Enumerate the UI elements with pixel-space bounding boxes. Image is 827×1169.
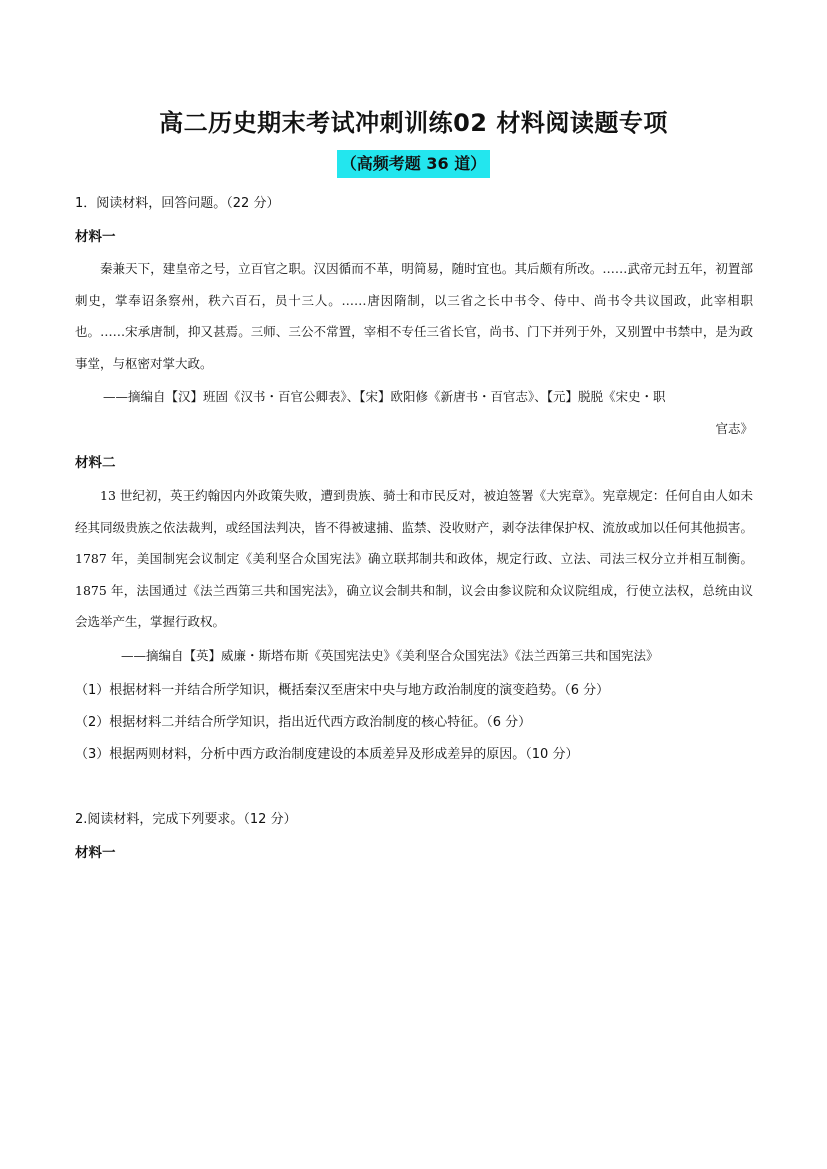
question-1-stem: 1．阅读材料，回答问题。（22 分） — [75, 196, 280, 211]
q2-material-1-label: 材料一 — [75, 845, 116, 861]
q1-material-2-source: ——摘编自【英】威廉・斯塔布斯《英国宪法史》《美利坚合众国宪法》《法兰西第三共和国宪法》 — [121, 648, 659, 663]
page-title: 高二历史期末考试冲刺训练02 材料阅读题专项 — [159, 109, 668, 137]
q1-material-2-text: 13 世纪初，英王约翰因内外政策失败，遭到贵族、骑士和市民反对，被迫签署《大宪章》。宪章规定：任何自由人如未经其同级贵族之依法裁判，或经国法判决，皆不得被逮捕、监禁、没收财产，剥夺法律保护权、流放或加以任何其他损害。1787 年，美国制宪会议制定《美利坚合众国宪法》确立联邦制共和政体，规定行政、立法、司法三权分立并相互制衡。1875 年，法国通过《法兰西第三共和国宪法》，确立议会制共和制，议会由参议院和众议院组成，行使立法权，总统由议会选举产生，掌握行政权。 — [75, 488, 753, 629]
q1-material-1-source: ——摘编自【汉】班固《汉书・百官公卿表》、【宋】欧阳修《新唐书・百官志》、【元】脱脱《宋史・职 — [103, 389, 666, 404]
question-2-stem: 2.阅读材料，完成下列要求。（12 分） — [75, 812, 297, 827]
subtitle-highlight: （高频考题 36 道） — [337, 150, 490, 178]
q1-sub-question-2: （2）根据材料二并结合所学知识，指出近代西方政治制度的核心特征。（6 分） — [75, 715, 532, 730]
q1-sub-question-3: （3）根据两则材料，分析中西方政治制度建设的本质差异及形成差异的原因。（10 分） — [75, 747, 579, 762]
q1-material-1-label: 材料一 — [75, 229, 116, 245]
q1-sub-question-1: （1）根据材料一并结合所学知识，概括秦汉至唐宋中央与地方政治制度的演变趋势。（6 分） — [75, 683, 610, 698]
q1-material-1-source-cont: 官志》 — [715, 421, 753, 436]
q1-material-2-label: 材料二 — [75, 455, 116, 471]
subtitle-wrapper — [0, 150, 827, 178]
q1-material-1-text: 秦兼天下，建皇帝之号，立百官之职。汉因循而不革，明简易，随时宜也。其后颇有所改。……武帝元封五年，初置部刺史，掌奉诏条察州，秩六百石，员十三人。……唐因隋制，以三省之长中书令、侍中、尚书令共议国政，此宰相职也。……宋承唐制，抑又甚焉。三师、三公不常置，宰相不专任三省长官，尚书、门下并列于外，又别置中书禁中，是为政事堂，与枢密对掌大政。 — [75, 261, 753, 371]
